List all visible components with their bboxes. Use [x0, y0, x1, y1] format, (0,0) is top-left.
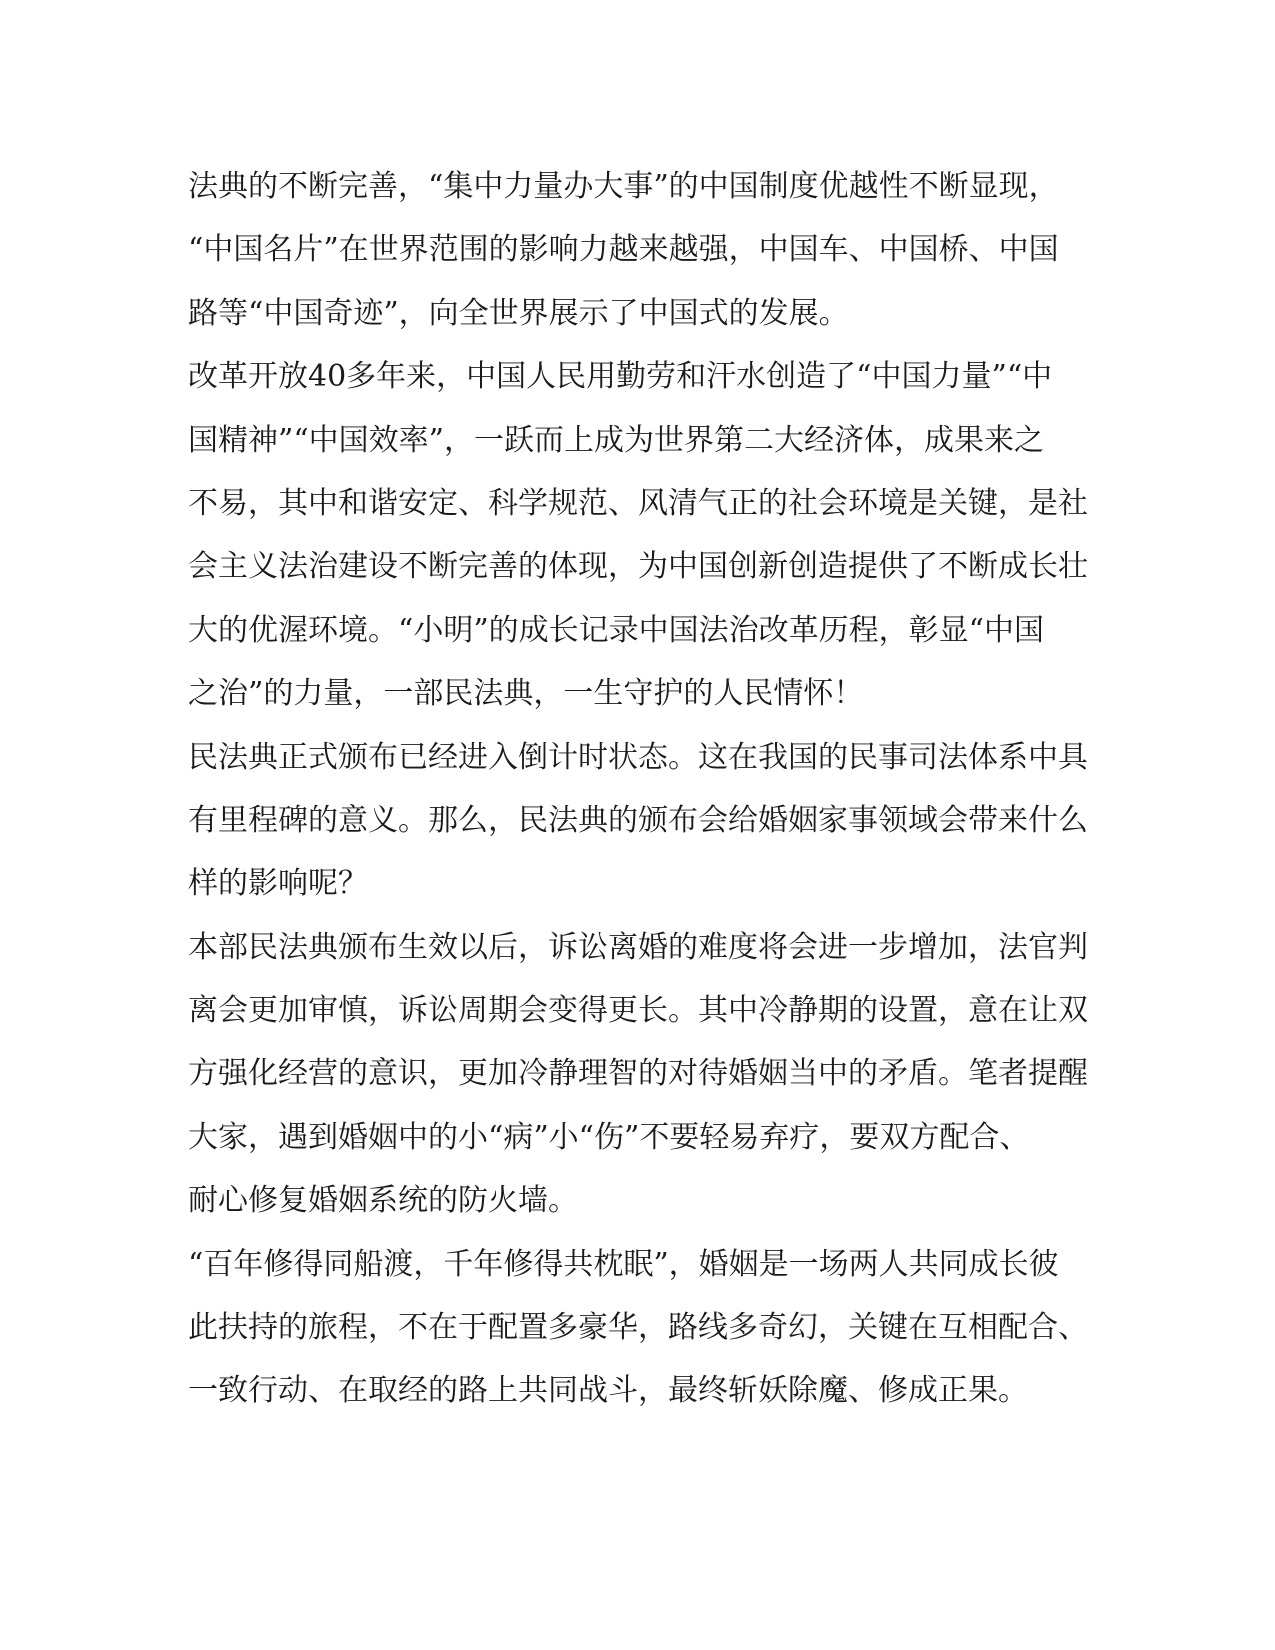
text-line: 国精神”“中国效率”，一跃而上成为世界第二大经济体，成果来之 [188, 422, 1045, 458]
text-line: 会主义法治建设不断完善的体现，为中国创新创造提供了不断成长壮 [188, 549, 1088, 585]
body-text [188, 155, 1088, 1423]
paragraph-2 [188, 345, 1088, 725]
text-line: 路等“中国奇迹”，向全世界展示了中国式的发展。 [188, 295, 849, 331]
text-line: 法典的不断完善，“集中力量办大事”的中国制度优越性不断显现， [188, 169, 1059, 204]
text-line: 大家，遇到婚姻中的小“病”小“伤”不要轻易弃疗，要双方配合、 [188, 1119, 1030, 1155]
text-line: 方强化经营的意识，更加冷静理智的对待婚姻当中的矛盾。笔者提醒 [188, 1056, 1088, 1092]
paragraph-5 [188, 1233, 1088, 1423]
text-line: 此扶持的旅程，不在于配置多豪华，路线多奇幻，关键在互相配合、 [188, 1310, 1088, 1346]
text-line: 之治”的力量，一部民法典，一生守护的人民情怀！ [188, 676, 864, 712]
text-line: 大的优渥环境。“小明”的成长记录中国法治改革历程，彰显“中国 [188, 612, 1045, 648]
text-line: 离会更加审慎，诉讼周期会变得更长。其中冷静期的设置，意在让双 [188, 993, 1088, 1029]
text-line: 改革开放40多年来，中国人民用勤劳和汗水创造了“中国力量”“中 [188, 359, 1053, 395]
text-line: 有里程碑的意义。那么，民法典的颁布会给婚姻家事领域会带来什么 [188, 802, 1088, 838]
paragraph-3 [188, 726, 1088, 916]
text-line: 一致行动、在取经的路上共同战斗，最终斩妖除魔、修成正果。 [188, 1373, 1028, 1409]
text-line: “百年修得同船渡，千年修得共枕眠”，婚姻是一场两人共同成长彼 [188, 1246, 1059, 1282]
paragraph-1 [188, 155, 1068, 345]
text-line: 不易，其中和谐安定、科学规范、风清气正的社会环境是关键，是社 [188, 485, 1088, 521]
text-line: 民法典正式颁布已经进入倒计时状态。这在我国的民事司法体系中具 [188, 739, 1088, 775]
text-line: “中国名片”在世界范围的影响力越来越强，中国车、中国桥、中国 [188, 232, 1059, 268]
text-line: 耐心修复婚姻系统的防火墙。 [188, 1183, 578, 1219]
text-line: 本部民法典颁布生效以后，诉讼离婚的难度将会进一步增加，法官判 [188, 929, 1088, 965]
paragraph-4 [188, 916, 1088, 1233]
text-line: 样的影响呢？ [188, 866, 368, 902]
